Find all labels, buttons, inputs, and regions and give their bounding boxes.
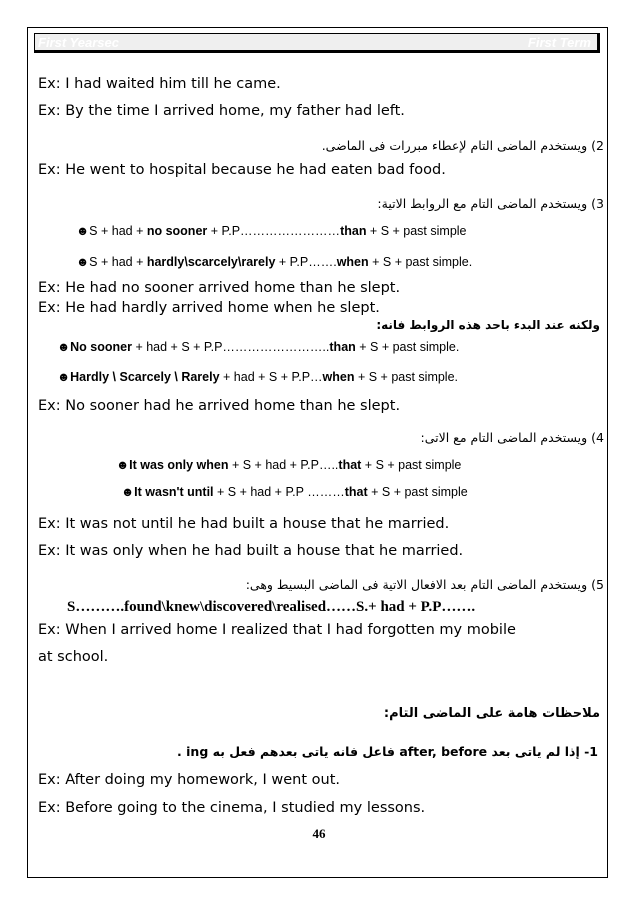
formula-keyword: hardly\scarcely\rarely: [146, 255, 276, 269]
example-line: Ex: After doing my homework, I went out.: [38, 772, 341, 788]
example-line: Ex: He had no sooner arrived home than he slept.: [38, 280, 401, 296]
formula-part: + S + past simple: [366, 224, 467, 238]
formula-part: ☻: [116, 458, 130, 472]
formula-part: ☻: [57, 340, 71, 354]
arabic-notes-heading: ملاحظات هامة على الماضى التام:: [383, 706, 600, 721]
formula-keyword: than: [340, 224, 367, 238]
example-line: at school.: [38, 649, 109, 665]
formula-keyword: No sooner: [70, 340, 132, 354]
formula-part: ☻S + had +: [76, 224, 147, 238]
example-line: Ex: I had waited him till he came.: [38, 76, 281, 92]
formula-part: + S + past simple: [367, 485, 468, 499]
header-year: First Yearsec: [38, 35, 119, 50]
example-line: Ex: No sooner had he arrived home than he slept.: [38, 398, 401, 414]
arabic-note-1: 1- إذا لم ياتى بعد after, before فاعل فانه ياتى بعدهم فعل به ing .: [177, 744, 598, 759]
example-line: Ex: Before going to the cinema, I studied my lessons.: [38, 800, 426, 816]
formula-part: + S + had + P.P ………: [213, 485, 345, 499]
formula-part: + S + past simple.: [355, 340, 460, 354]
page-number: 46: [312, 826, 326, 841]
formula-part: ☻: [121, 485, 135, 499]
formula-keyword: when: [322, 370, 355, 384]
formula-keyword: that: [338, 458, 362, 472]
example-line: Ex: It was not until he had built a house that he married.: [38, 516, 450, 532]
example-line: Ex: When I arrived home I realized that I had forgotten my mobile: [38, 622, 516, 638]
formula-hardly: [76, 255, 472, 269]
formula-it-was-only-when: [116, 458, 461, 472]
formula-part: + S + had + P.P…..: [228, 458, 339, 472]
formula-part: + had + S + P.P…: [219, 370, 323, 384]
formula-part: + S + past simple.: [368, 255, 473, 269]
arabic-rule: 4) ويستخدم الماضى التام مع الاتى:: [420, 430, 604, 445]
formula-hardly-inverted: [57, 370, 458, 384]
example-line: Ex: He had hardly arrived home when he slept.: [38, 300, 380, 316]
formula-part: ☻S + had +: [76, 255, 147, 269]
formula-it-wasnt-until: [121, 485, 468, 499]
formula-keyword: It wasn't until: [134, 485, 214, 499]
formula-part: + P.P…….: [275, 255, 337, 269]
formula-keyword: when: [336, 255, 369, 269]
arabic-rule: 3) ويستخدم الماضى التام مع الروابط الاتية:: [377, 196, 604, 211]
formula-part: + P.P……………………: [207, 224, 341, 238]
header-term: First Term: [527, 35, 591, 50]
formula-no-sooner-inverted: [57, 340, 459, 354]
formula-part: ☻: [57, 370, 71, 384]
arabic-rule: ولكنه عند البدء باحد هذه الروابط فانه:: [376, 318, 600, 332]
example-line: Ex: He went to hospital because he had eaten bad food.: [38, 162, 446, 178]
formula-keyword: than: [329, 340, 356, 354]
example-line: Ex: By the time I arrived home, my father had left.: [38, 103, 405, 119]
formula-part: + S + past simple: [361, 458, 462, 472]
page-header: [34, 33, 600, 53]
formula-keyword: that: [344, 485, 368, 499]
formula-keyword: It was only when: [129, 458, 229, 472]
formula-keyword: Hardly \ Scarcely \ Rarely: [70, 370, 220, 384]
arabic-rule: 5) ويستخدم الماضى التام بعد الافعال الاتية فى الماضى البسيط وهى:: [245, 577, 604, 592]
formula-part: + had + S + P.P……………………..: [131, 340, 330, 354]
formula-part: + S + past simple.: [354, 370, 459, 384]
example-line: Ex: It was only when he had built a house that he married.: [38, 543, 464, 559]
arabic-rule: 2) ويستخدم الماضى التام لإعطاء مبررات فى الماضى.: [321, 138, 604, 153]
formula-found-knew: S……….found\knew\discovered\realised……S.+ had + P.P…….: [67, 599, 476, 615]
formula-no-sooner: [76, 224, 467, 238]
formula-keyword: no sooner: [146, 224, 208, 238]
